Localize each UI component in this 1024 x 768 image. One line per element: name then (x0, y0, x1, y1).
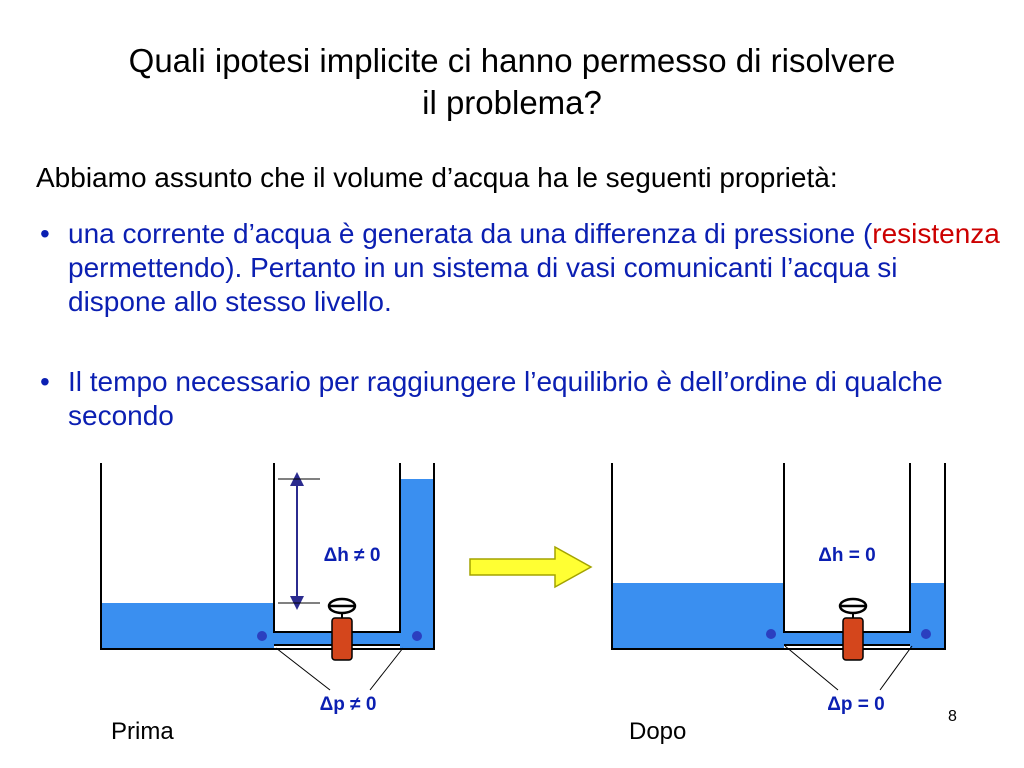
before-dp-leader-left (276, 648, 330, 690)
after-right-water (910, 583, 945, 649)
after-left-point (766, 629, 776, 639)
before-right-point (412, 631, 422, 641)
bullet-dot: • (40, 218, 50, 249)
after-valve-icon (840, 599, 866, 660)
bullet-1-part2: permettendo). Pertanto in un sistema di vasi comunicanti l’acqua si dispone allo stesso livello. (68, 252, 898, 317)
after-right-point (921, 629, 931, 639)
title-line-2: il problema? (422, 84, 602, 121)
after-left-water (612, 583, 784, 649)
title-line-1: Quali ipotesi implicite ci hanno permesso di risolvere (128, 42, 896, 79)
before-dh-label: Δh ≠ 0 (323, 545, 381, 566)
after-dp-leader-left (785, 646, 838, 690)
bullet-dot: • (40, 366, 50, 397)
after-dp-leader-right (880, 646, 912, 690)
after-dp-label: Δp = 0 (827, 694, 885, 715)
slide-number: 8 (948, 708, 957, 725)
bullet-1-highlight: resistenza (872, 218, 1000, 249)
before-valve-icon (329, 599, 355, 660)
bullet-2-text: Il tempo necessario per raggiungere l’equilibrio è dell’ordine di qualche secondo (68, 366, 943, 431)
before-dp-leader-right (370, 648, 403, 690)
before-left-point (257, 631, 267, 641)
before-system (101, 463, 434, 715)
before-dp-label: Δp ≠ 0 (319, 694, 377, 715)
after-system (612, 463, 945, 715)
before-caption: Prima (111, 718, 174, 745)
intro-text: Abbiamo assunto che il volume d’acqua ha le seguenti proprietà: (36, 162, 838, 193)
after-caption: Dopo (629, 718, 687, 745)
before-right-water (400, 479, 434, 649)
bullet-1-part1: una corrente d’acqua è generata da una differenza di pressione ( (68, 218, 873, 249)
transition-arrow-icon (470, 547, 591, 587)
before-left-water (101, 603, 274, 649)
after-dh-label: Δh = 0 (818, 545, 876, 566)
